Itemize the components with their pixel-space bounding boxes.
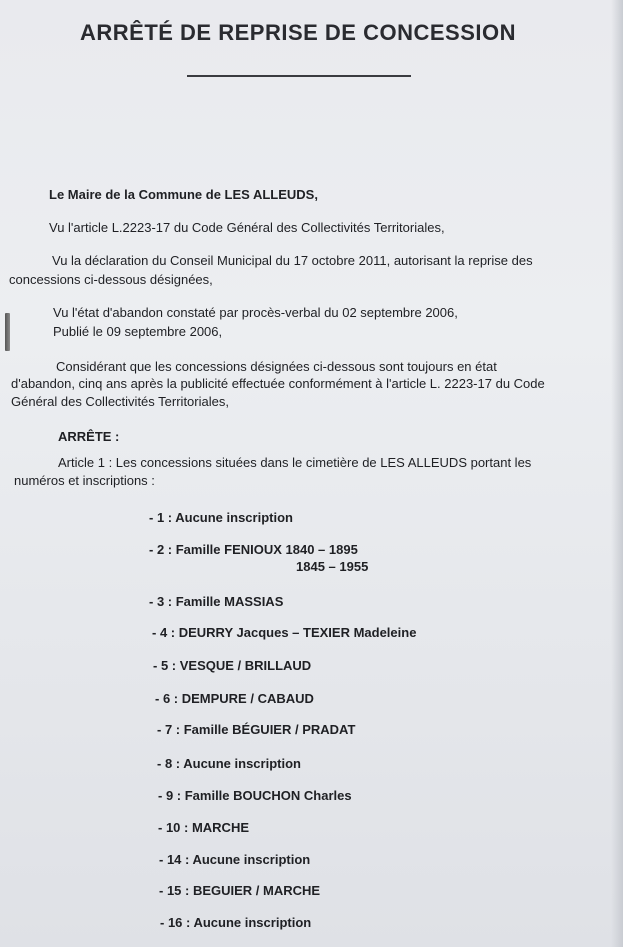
list-item: - 3 : Famille MASSIAS xyxy=(149,594,284,609)
list-item: - 4 : DEURRY Jacques – TEXIER Madeleine xyxy=(152,625,417,640)
list-item: - 16 : Aucune inscription xyxy=(160,915,312,930)
considerant-line-3: Général des Collectivités Territoriales, xyxy=(11,394,229,409)
list-item: - 9 : Famille BOUCHON Charles xyxy=(158,788,352,803)
list-item-continuation: 1845 – 1955 xyxy=(296,559,369,574)
list-item: - 8 : Aucune inscription xyxy=(157,756,301,771)
vu-declaration-line-1: Vu la déclaration du Conseil Municipal du 17 octobre 2011, autorisant la reprise des xyxy=(52,253,533,268)
title-underline xyxy=(187,75,411,77)
vu-etat-line-1: Vu l'état d'abandon constaté par procès-verbal du 02 septembre 2006, xyxy=(53,305,458,320)
list-item: - 5 : VESQUE / BRILLAUD xyxy=(153,658,312,673)
vu-etat-line-2: Publié le 09 septembre 2006, xyxy=(53,324,223,339)
article1-line-2: numéros et inscriptions : xyxy=(14,473,155,488)
vu-article-line: Vu l'article L.2223-17 du Code Général des Collectivités Territoriales, xyxy=(49,220,445,235)
list-item: - 7 : Famille BÉGUIER / PRADAT xyxy=(157,722,356,737)
arrete-heading: ARRÊTE : xyxy=(58,429,120,444)
list-item: - 6 : DEMPURE / CABAUD xyxy=(155,691,314,706)
page-edge xyxy=(611,0,623,947)
list-item: - 2 : Famille FENIOUX 1840 – 1895 xyxy=(149,542,358,557)
list-item: - 10 : MARCHE xyxy=(158,820,250,835)
document-title: ARRÊTÉ DE REPRISE DE CONCESSION xyxy=(79,20,516,45)
maire-line: Le Maire de la Commune de LES ALLEUDS, xyxy=(49,187,318,202)
margin-mark xyxy=(5,313,10,351)
list-item: - 14 : Aucune inscription xyxy=(159,852,311,867)
considerant-line-1: Considérant que les concessions désignées ci-dessous sont toujours en état xyxy=(56,359,497,374)
article1-line-1: Article 1 : Les concessions situées dans le cimetière de LES ALLEUDS portant les xyxy=(58,455,532,470)
vu-declaration-line-2: concessions ci-dessous désignées, xyxy=(9,272,213,287)
list-item: - 1 : Aucune inscription xyxy=(149,510,293,525)
list-item: - 15 : BEGUIER / MARCHE xyxy=(159,883,321,898)
considerant-line-2: d'abandon, cinq ans après la publicité effectuée conformément à l'article L. 2223-17 du Code xyxy=(11,376,545,391)
